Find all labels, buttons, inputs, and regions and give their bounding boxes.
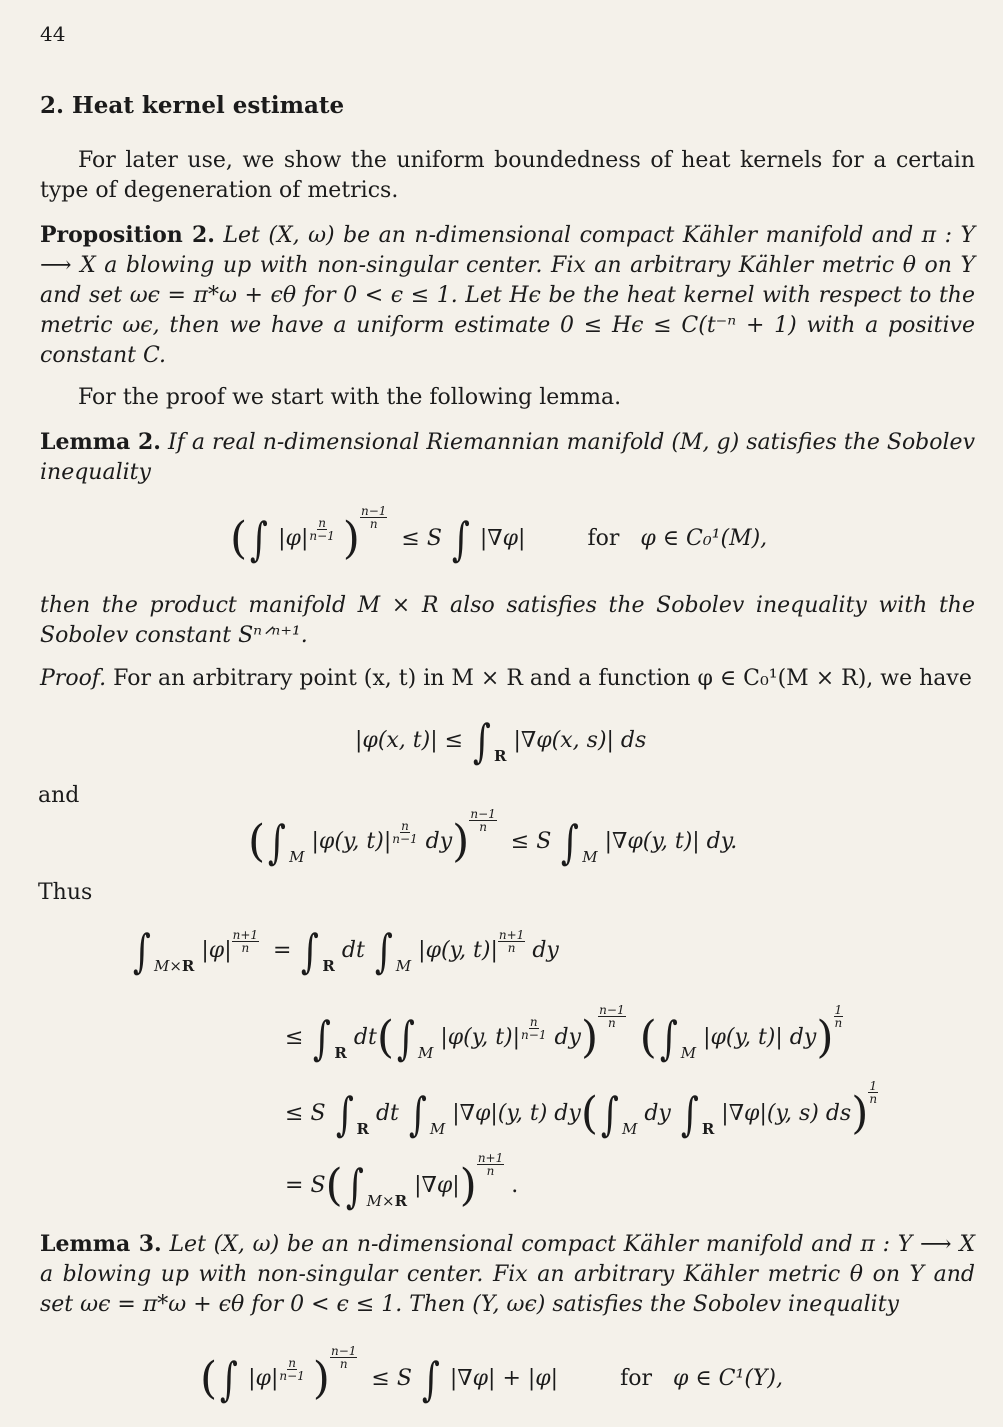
section-heading	[40, 92, 344, 119]
section-number: 2.	[40, 92, 65, 119]
lemma3-condition-set: φ ∈ C¹(Y),	[673, 1366, 784, 1391]
lemma3-text: Let (X, ω) be an n-dimensional compact Kähler manifold and π : Y ⟶ X a blowing up with non-singular center. Fix an arbitrary Kähler metric θ on Y and set ωϵ = π*ω + ϵθ for 0 < ϵ ≤ 1. Then (Y, ωϵ) satisfies the Sobolev inequality	[40, 1232, 976, 1317]
lemma3-condition: for	[620, 1366, 653, 1391]
pointwise-estimate: |φ(x, t)| ≤ ∫ $_R$ |∇φ(x, s)| ds	[355, 714, 647, 768]
chain-line-1: ∫ $_{M\times R}$ |φ| $\frac{n+1}{n}$ = ∫ $_R$ dt ∫ $_M$ |φ(y, t)| $\frac{n+1}{n}$ dy	[132, 924, 559, 978]
thus-word: Thus	[38, 880, 93, 905]
proposition-text: Let (X, ω) be an n-dimensional compact Kähler manifold and π : Y ⟶ X a blowing up with non-singular center. Fix an arbitrary Kähler metric θ on Y and set ωϵ = π*ω + ϵθ for 0 < ϵ ≤ 1. Let Hϵ be the heat kernel with respect to the metric ωϵ, then we have a uniform estimate 0 ≤ Hϵ ≤ C(t⁻ⁿ + 1) with a positive constant C.	[40, 223, 976, 368]
proposition-2	[40, 220, 975, 371]
page-number: 44	[40, 22, 66, 46]
section-title: Heat kernel estimate	[72, 92, 345, 119]
lemma2-text: If a real n-dimensional Riemannian manifold (M, g) satisfies the Sobolev inequality	[40, 430, 975, 485]
chain-line-4: = S(∫ $_{M\times R}$ |∇φ|) $\frac{n+1}{n}$ .	[285, 1151, 519, 1213]
lemma2-label: Lemma 2.	[40, 429, 161, 455]
intro-paragraph	[40, 146, 975, 206]
lemma2-sobolev-inequality: (∫ |φ| $\frac{n}{n-1}$ ) $\frac{n-1}{n}$ ≤ S ∫ |∇φ| for φ ∈ C₀¹(M),	[230, 504, 768, 566]
lemma3-sobolev-inequality: (∫ |φ| $\frac{n}{n-1}$ ) $\frac{n-1}{n}$ ≤ S ∫ |∇φ| + |φ| for φ ∈ C¹(Y),	[200, 1344, 784, 1406]
lemma-3	[40, 1229, 975, 1320]
proof-label: Proof.	[40, 666, 107, 691]
chain-line-3: ≤ S ∫ $_R$ dt ∫ $_M$ |∇φ|(y, t) dy(∫ $_M$ dy ∫ $_R$ |∇φ|(y, s) ds) $\frac{1}{n}$	[285, 1079, 878, 1141]
proposition-label: Proposition 2.	[40, 222, 215, 248]
slice-sobolev-inequality: (∫ $_M$ |φ(y, t)| $\frac{n}{n-1}$ dy) $\frac{n-1}{n}$ ≤ S ∫ $_M$ |∇φ(y, t)| dy.	[248, 807, 738, 869]
proof-text: For an arbitrary point (x, t) in M × R and a function φ ∈ C₀¹(M × R), we have	[113, 666, 972, 691]
proof-paragraph	[40, 664, 975, 694]
lemma3-label: Lemma 3.	[40, 1231, 162, 1257]
proof-intro-paragraph	[40, 383, 975, 413]
proof-intro-text: For the proof we start with the following lemma.	[78, 385, 622, 410]
chain-line-2: ≤ ∫ $_R$ dt(∫ $_M$ |φ(y, t)| $\frac{n}{n-1}$ dy) $\frac{n-1}{n}$ (∫ $_M$ |φ(y, t)| dy) $\frac{1}{n}$	[285, 1003, 843, 1065]
and-word: and	[38, 783, 80, 808]
intro-text: For later use, we show the uniform boundedness of heat kernels for a certain type of degeneration of metrics.	[40, 148, 975, 203]
lemma2-conclusion: then the product manifold M × R also satisfies the Sobolev inequality with the Sobolev constant Sⁿᐟⁿ⁺¹.	[40, 593, 975, 648]
lemma2-condition: for	[587, 526, 620, 551]
lemma-2	[40, 427, 975, 488]
lemma2-condition-set: φ ∈ C₀¹(M),	[640, 526, 768, 551]
